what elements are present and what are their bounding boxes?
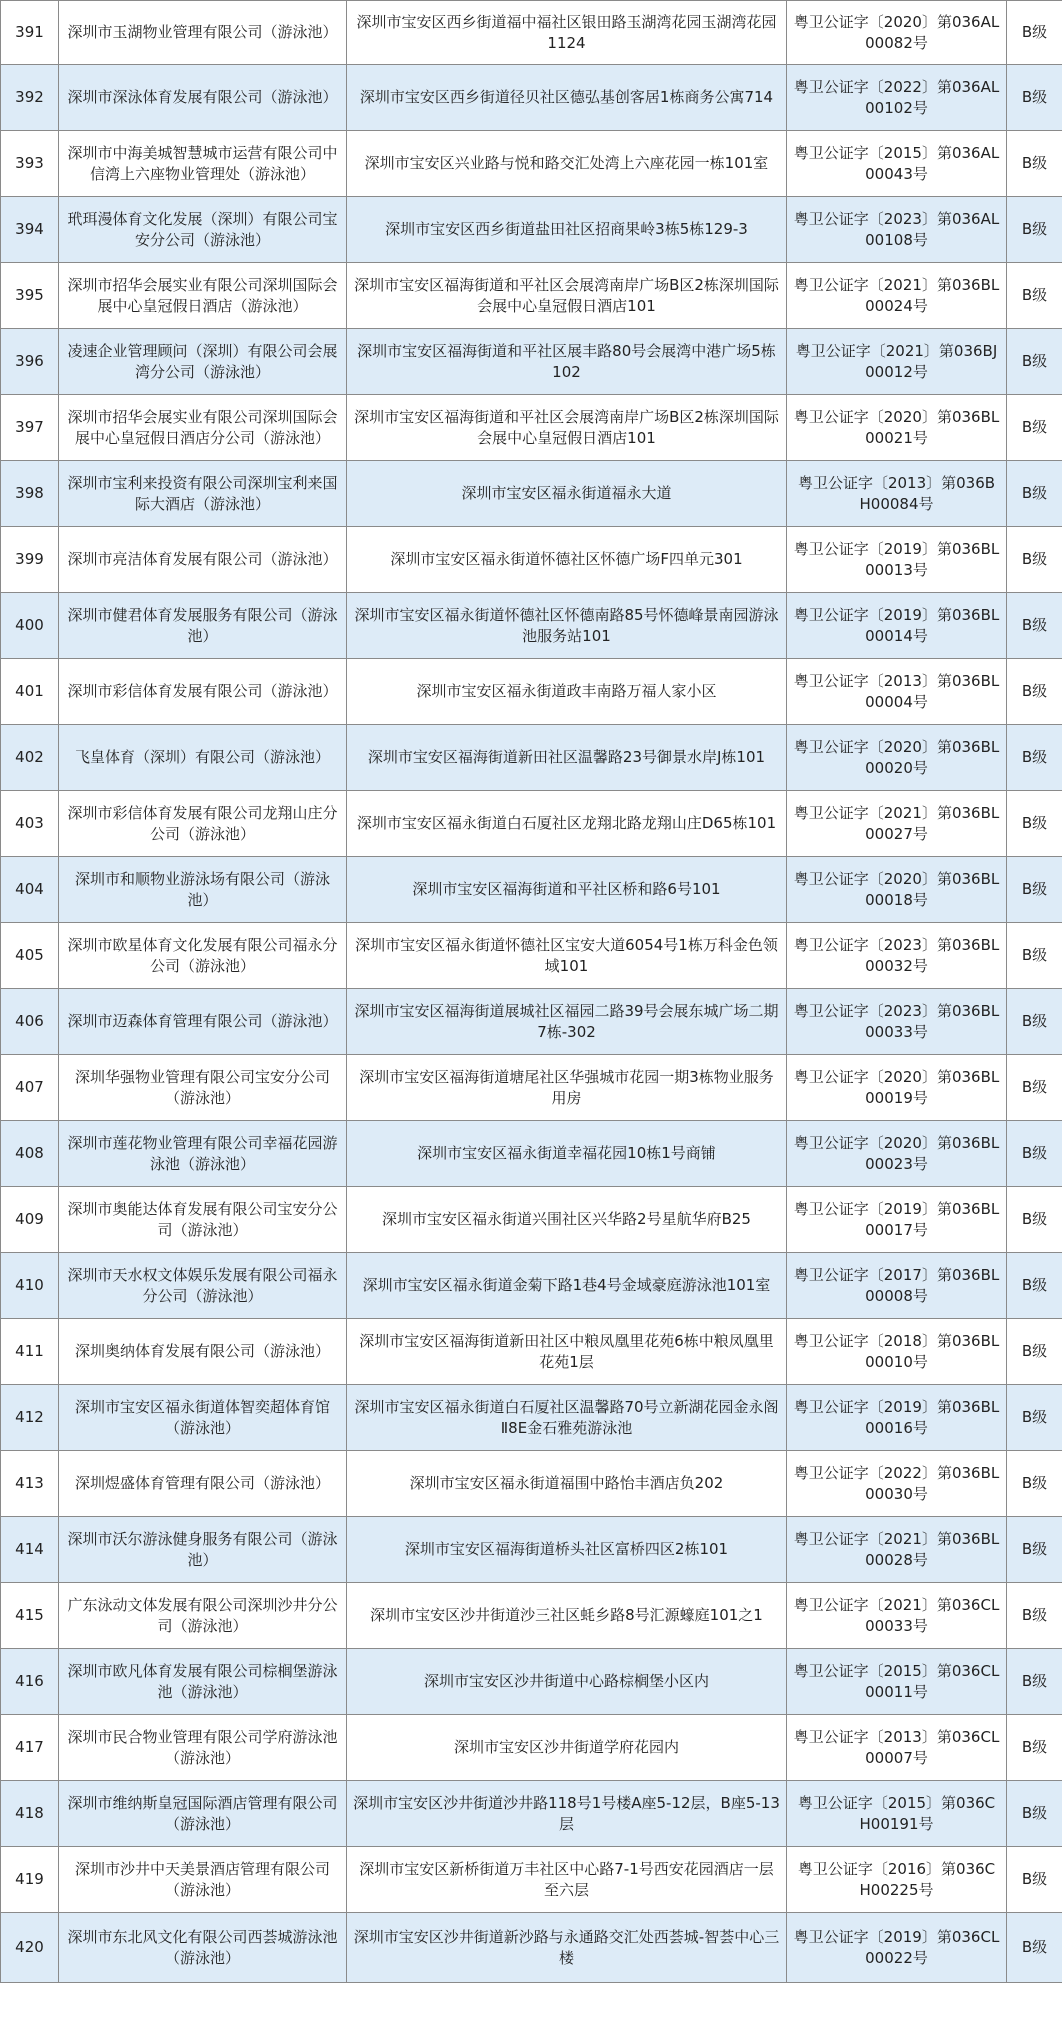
table-row bbox=[1, 725, 1062, 791]
row-number-cell: 394 bbox=[1, 197, 59, 263]
row-number-cell: 413 bbox=[1, 1451, 59, 1517]
license-number-cell: 粤卫公证字〔2013〕第036CL00007号 bbox=[787, 1715, 1007, 1781]
address-cell: 深圳市宝安区福永街道福永大道 bbox=[347, 461, 787, 527]
row-number-cell: 402 bbox=[1, 725, 59, 791]
facility-name-cell: 深圳市沃尔游泳健身服务有限公司（游泳池） bbox=[59, 1517, 347, 1583]
table-row bbox=[1, 1781, 1062, 1847]
facility-name-cell: 深圳市彩信体育发展有限公司（游泳池） bbox=[59, 659, 347, 725]
grade-cell: B级 bbox=[1007, 857, 1062, 923]
license-number-cell: 粤卫公证字〔2015〕第036CH00191号 bbox=[787, 1781, 1007, 1847]
grade-cell: B级 bbox=[1007, 395, 1062, 461]
row-number-cell: 397 bbox=[1, 395, 59, 461]
table-row bbox=[1, 923, 1062, 989]
row-number-cell: 409 bbox=[1, 1187, 59, 1253]
address-cell: 深圳市宝安区福海街道和平社区会展湾南岸广场B区2栋深圳国际会展中心皇冠假日酒店101 bbox=[347, 263, 787, 329]
address-cell: 深圳市宝安区沙井街道沙三社区蚝乡路8号汇源蠔庭101之1 bbox=[347, 1583, 787, 1649]
row-number-cell: 400 bbox=[1, 593, 59, 659]
row-number-cell: 416 bbox=[1, 1649, 59, 1715]
table-row bbox=[1, 1319, 1062, 1385]
license-number-cell: 粤卫公证字〔2021〕第036CL00033号 bbox=[787, 1583, 1007, 1649]
table-row bbox=[1, 527, 1062, 593]
address-cell: 深圳市宝安区福海街道桥头社区富桥四区2栋101 bbox=[347, 1517, 787, 1583]
address-cell: 深圳市宝安区福海街道和平社区桥和路6号101 bbox=[347, 857, 787, 923]
facility-name-cell: 深圳市莲花物业管理有限公司幸福花园游泳池（游泳池） bbox=[59, 1121, 347, 1187]
table-row bbox=[1, 659, 1062, 725]
address-cell: 深圳市宝安区沙井街道中心路棕榈堡小区内 bbox=[347, 1649, 787, 1715]
table-row bbox=[1, 1913, 1062, 1983]
license-number-cell: 粤卫公证字〔2020〕第036BL00020号 bbox=[787, 725, 1007, 791]
row-number-cell: 418 bbox=[1, 1781, 59, 1847]
address-cell: 深圳市宝安区福海街道展城社区福园二路39号会展东城广场二期7栋-302 bbox=[347, 989, 787, 1055]
row-number-cell: 396 bbox=[1, 329, 59, 395]
table-row bbox=[1, 1253, 1062, 1319]
row-number-cell: 417 bbox=[1, 1715, 59, 1781]
grade-cell: B级 bbox=[1007, 1055, 1062, 1121]
grade-cell: B级 bbox=[1007, 1847, 1062, 1913]
row-number-cell: 412 bbox=[1, 1385, 59, 1451]
license-number-cell: 粤卫公证字〔2021〕第036BL00027号 bbox=[787, 791, 1007, 857]
facility-name-cell: 深圳市天水权文体娱乐发展有限公司福永分公司（游泳池） bbox=[59, 1253, 347, 1319]
table-row bbox=[1, 329, 1062, 395]
facility-name-cell: 广东泳动文体发展有限公司深圳沙井分公司（游泳池） bbox=[59, 1583, 347, 1649]
license-number-cell: 粤卫公证字〔2013〕第036BL00004号 bbox=[787, 659, 1007, 725]
grade-cell: B级 bbox=[1007, 1715, 1062, 1781]
table-row bbox=[1, 1121, 1062, 1187]
row-number-cell: 395 bbox=[1, 263, 59, 329]
grade-cell: B级 bbox=[1007, 1517, 1062, 1583]
license-number-cell: 粤卫公证字〔2021〕第036BL00024号 bbox=[787, 263, 1007, 329]
facility-name-cell: 深圳市奥能达体育发展有限公司宝安分公司（游泳池） bbox=[59, 1187, 347, 1253]
table-row bbox=[1, 395, 1062, 461]
license-number-cell: 粤卫公证字〔2018〕第036BL00010号 bbox=[787, 1319, 1007, 1385]
grade-cell: B级 bbox=[1007, 197, 1062, 263]
grade-cell: B级 bbox=[1007, 1253, 1062, 1319]
address-cell: 深圳市宝安区福海街道新田社区温馨路23号御景水岸J栋101 bbox=[347, 725, 787, 791]
grade-cell: B级 bbox=[1007, 725, 1062, 791]
address-cell: 深圳市宝安区沙井街道新沙路与永通路交汇处西荟城-智荟中心三楼 bbox=[347, 1913, 787, 1983]
table-row bbox=[1, 461, 1062, 527]
license-number-cell: 粤卫公证字〔2020〕第036BL00019号 bbox=[787, 1055, 1007, 1121]
row-number-cell: 404 bbox=[1, 857, 59, 923]
license-number-cell: 粤卫公证字〔2021〕第036BJ00012号 bbox=[787, 329, 1007, 395]
grade-cell: B级 bbox=[1007, 461, 1062, 527]
table-row bbox=[1, 1451, 1062, 1517]
license-number-cell: 粤卫公证字〔2020〕第036AL00082号 bbox=[787, 1, 1007, 65]
grade-cell: B级 bbox=[1007, 1781, 1062, 1847]
table-row bbox=[1, 1385, 1062, 1451]
license-table-body bbox=[1, 1, 1062, 1983]
table-row bbox=[1, 791, 1062, 857]
facility-name-cell: 深圳市东北风文化有限公司西荟城游泳池（游泳池） bbox=[59, 1913, 347, 1983]
address-cell: 深圳市宝安区福海街道和平社区会展湾南岸广场B区2栋深圳国际会展中心皇冠假日酒店101 bbox=[347, 395, 787, 461]
license-number-cell: 粤卫公证字〔2016〕第036CH00225号 bbox=[787, 1847, 1007, 1913]
facility-name-cell: 深圳市深泳体育发展有限公司（游泳池） bbox=[59, 65, 347, 131]
address-cell: 深圳市宝安区沙井街道沙井路118号1号楼A座5-12层，B座5-13层 bbox=[347, 1781, 787, 1847]
facility-name-cell: 深圳市招华会展实业有限公司深圳国际会展中心皇冠假日酒店分公司（游泳池） bbox=[59, 395, 347, 461]
table-row bbox=[1, 989, 1062, 1055]
grade-cell: B级 bbox=[1007, 659, 1062, 725]
table-row bbox=[1, 1649, 1062, 1715]
facility-name-cell: 深圳煜盛体育管理有限公司（游泳池） bbox=[59, 1451, 347, 1517]
grade-cell: B级 bbox=[1007, 791, 1062, 857]
license-number-cell: 粤卫公证字〔2023〕第036BL00033号 bbox=[787, 989, 1007, 1055]
row-number-cell: 414 bbox=[1, 1517, 59, 1583]
grade-cell: B级 bbox=[1007, 1649, 1062, 1715]
license-number-cell: 粤卫公证字〔2023〕第036AL00108号 bbox=[787, 197, 1007, 263]
license-number-cell: 粤卫公证字〔2021〕第036BL00028号 bbox=[787, 1517, 1007, 1583]
table-row bbox=[1, 857, 1062, 923]
facility-name-cell: 飞皇体育（深圳）有限公司（游泳池） bbox=[59, 725, 347, 791]
table-row bbox=[1, 1847, 1062, 1913]
grade-cell: B级 bbox=[1007, 65, 1062, 131]
address-cell: 深圳市宝安区福永街道福围中路怡丰酒店负202 bbox=[347, 1451, 787, 1517]
row-number-cell: 398 bbox=[1, 461, 59, 527]
grade-cell: B级 bbox=[1007, 1913, 1062, 1983]
license-number-cell: 粤卫公证字〔2020〕第036BL00023号 bbox=[787, 1121, 1007, 1187]
address-cell: 深圳市宝安区福海街道塘尾社区华强城市花园一期3栋物业服务用房 bbox=[347, 1055, 787, 1121]
license-number-cell: 粤卫公证字〔2020〕第036BL00018号 bbox=[787, 857, 1007, 923]
license-number-cell: 粤卫公证字〔2019〕第036CL00022号 bbox=[787, 1913, 1007, 1983]
facility-name-cell: 深圳市亮洁体育发展有限公司（游泳池） bbox=[59, 527, 347, 593]
table-row bbox=[1, 1, 1062, 65]
row-number-cell: 407 bbox=[1, 1055, 59, 1121]
address-cell: 深圳市宝安区西乡街道福中福社区银田路玉湖湾花园玉湖湾花园1124 bbox=[347, 1, 787, 65]
address-cell: 深圳市宝安区福永街道白石厦社区温馨路70号立新湖花园金永阁Ⅱ8E金石雅苑游泳池 bbox=[347, 1385, 787, 1451]
row-number-cell: 392 bbox=[1, 65, 59, 131]
address-cell: 深圳市宝安区福永街道政丰南路万福人家小区 bbox=[347, 659, 787, 725]
grade-cell: B级 bbox=[1007, 1121, 1062, 1187]
address-cell: 深圳市宝安区沙井街道学府花园内 bbox=[347, 1715, 787, 1781]
row-number-cell: 393 bbox=[1, 131, 59, 197]
row-number-cell: 410 bbox=[1, 1253, 59, 1319]
license-number-cell: 粤卫公证字〔2017〕第036BL00008号 bbox=[787, 1253, 1007, 1319]
grade-cell: B级 bbox=[1007, 989, 1062, 1055]
address-cell: 深圳市宝安区西乡街道径贝社区德弘基创客居1栋商务公寓714 bbox=[347, 65, 787, 131]
table-row bbox=[1, 1715, 1062, 1781]
facility-name-cell: 深圳市玉湖物业管理有限公司（游泳池） bbox=[59, 1, 347, 65]
grade-cell: B级 bbox=[1007, 263, 1062, 329]
row-number-cell: 415 bbox=[1, 1583, 59, 1649]
address-cell: 深圳市宝安区西乡街道盐田社区招商果岭3栋5栋129-3 bbox=[347, 197, 787, 263]
facility-name-cell: 深圳市欧凡体育发展有限公司棕榈堡游泳池（游泳池） bbox=[59, 1649, 347, 1715]
address-cell: 深圳市宝安区福永街道兴围社区兴华路2号星航华府B25 bbox=[347, 1187, 787, 1253]
grade-cell: B级 bbox=[1007, 329, 1062, 395]
row-number-cell: 405 bbox=[1, 923, 59, 989]
row-number-cell: 420 bbox=[1, 1913, 59, 1983]
row-number-cell: 401 bbox=[1, 659, 59, 725]
row-number-cell: 408 bbox=[1, 1121, 59, 1187]
facility-name-cell: 深圳市民合物业管理有限公司学府游泳池（游泳池） bbox=[59, 1715, 347, 1781]
license-number-cell: 粤卫公证字〔2013〕第036BH00084号 bbox=[787, 461, 1007, 527]
license-number-cell: 粤卫公证字〔2020〕第036BL00021号 bbox=[787, 395, 1007, 461]
grade-cell: B级 bbox=[1007, 923, 1062, 989]
table-row bbox=[1, 1187, 1062, 1253]
facility-name-cell: 深圳市彩信体育发展有限公司龙翔山庄分公司（游泳池） bbox=[59, 791, 347, 857]
facility-name-cell: 深圳市维纳斯皇冠国际酒店管理有限公司（游泳池） bbox=[59, 1781, 347, 1847]
address-cell: 深圳市宝安区福永街道怀德社区怀德广场F四单元301 bbox=[347, 527, 787, 593]
facility-name-cell: 深圳市健君体育发展服务有限公司（游泳池） bbox=[59, 593, 347, 659]
table-row bbox=[1, 197, 1062, 263]
address-cell: 深圳市宝安区福海街道和平社区展丰路80号会展湾中港广场5栋102 bbox=[347, 329, 787, 395]
row-number-cell: 411 bbox=[1, 1319, 59, 1385]
facility-name-cell: 深圳奥纳体育发展有限公司（游泳池） bbox=[59, 1319, 347, 1385]
row-number-cell: 419 bbox=[1, 1847, 59, 1913]
license-number-cell: 粤卫公证字〔2019〕第036BL00014号 bbox=[787, 593, 1007, 659]
address-cell: 深圳市宝安区福永街道怀德社区怀德南路85号怀德峰景南园游泳池服务站101 bbox=[347, 593, 787, 659]
facility-name-cell: 深圳市宝安区福永街道体智奕超体育馆（游泳池） bbox=[59, 1385, 347, 1451]
grade-cell: B级 bbox=[1007, 1385, 1062, 1451]
table-row bbox=[1, 263, 1062, 329]
grade-cell: B级 bbox=[1007, 593, 1062, 659]
grade-cell: B级 bbox=[1007, 1187, 1062, 1253]
table-row bbox=[1, 131, 1062, 197]
facility-name-cell: 深圳市宝利来投资有限公司深圳宝利来国际大酒店（游泳池） bbox=[59, 461, 347, 527]
facility-name-cell: 深圳市招华会展实业有限公司深圳国际会展中心皇冠假日酒店（游泳池） bbox=[59, 263, 347, 329]
license-number-cell: 粤卫公证字〔2019〕第036BL00017号 bbox=[787, 1187, 1007, 1253]
address-cell: 深圳市宝安区新桥街道万丰社区中心路7-1号西安花园酒店一层至六层 bbox=[347, 1847, 787, 1913]
table-row bbox=[1, 65, 1062, 131]
facility-name-cell: 深圳市欧星体育文化发展有限公司福永分公司（游泳池） bbox=[59, 923, 347, 989]
grade-cell: B级 bbox=[1007, 1583, 1062, 1649]
license-number-cell: 粤卫公证字〔2015〕第036CL00011号 bbox=[787, 1649, 1007, 1715]
table-row bbox=[1, 1583, 1062, 1649]
facility-name-cell: 玳珥漫体育文化发展（深圳）有限公司宝安分公司（游泳池） bbox=[59, 197, 347, 263]
address-cell: 深圳市宝安区福永街道白石厦社区龙翔北路龙翔山庄D65栋101 bbox=[347, 791, 787, 857]
grade-cell: B级 bbox=[1007, 1319, 1062, 1385]
table-row bbox=[1, 1517, 1062, 1583]
table-row bbox=[1, 1055, 1062, 1121]
license-number-cell: 粤卫公证字〔2015〕第036AL00043号 bbox=[787, 131, 1007, 197]
row-number-cell: 399 bbox=[1, 527, 59, 593]
facility-name-cell: 深圳市沙井中天美景酒店管理有限公司（游泳池） bbox=[59, 1847, 347, 1913]
address-cell: 深圳市宝安区兴业路与悦和路交汇处湾上六座花园一栋101室 bbox=[347, 131, 787, 197]
license-number-cell: 粤卫公证字〔2019〕第036BL00013号 bbox=[787, 527, 1007, 593]
grade-cell: B级 bbox=[1007, 1451, 1062, 1517]
grade-cell: B级 bbox=[1007, 131, 1062, 197]
address-cell: 深圳市宝安区福永街道金菊下路1巷4号金域豪庭游泳池101室 bbox=[347, 1253, 787, 1319]
row-number-cell: 406 bbox=[1, 989, 59, 1055]
row-number-cell: 403 bbox=[1, 791, 59, 857]
license-number-cell: 粤卫公证字〔2019〕第036BL00016号 bbox=[787, 1385, 1007, 1451]
grade-cell: B级 bbox=[1007, 1, 1062, 65]
address-cell: 深圳市宝安区福永街道幸福花园10栋1号商铺 bbox=[347, 1121, 787, 1187]
address-cell: 深圳市宝安区福永街道怀德社区宝安大道6054号1栋万科金色领域101 bbox=[347, 923, 787, 989]
facility-name-cell: 深圳市和顺物业游泳场有限公司（游泳池） bbox=[59, 857, 347, 923]
license-number-cell: 粤卫公证字〔2022〕第036AL00102号 bbox=[787, 65, 1007, 131]
facility-name-cell: 凌速企业管理顾问（深圳）有限公司会展湾分公司（游泳池） bbox=[59, 329, 347, 395]
address-cell: 深圳市宝安区福海街道新田社区中粮凤凰里花苑6栋中粮凤凰里花苑1层 bbox=[347, 1319, 787, 1385]
facility-name-cell: 深圳华强物业管理有限公司宝安分公司（游泳池） bbox=[59, 1055, 347, 1121]
facility-name-cell: 深圳市迈森体育管理有限公司（游泳池） bbox=[59, 989, 347, 1055]
facility-name-cell: 深圳市中海美城智慧城市运营有限公司中信湾上六座物业管理处（游泳池） bbox=[59, 131, 347, 197]
grade-cell: B级 bbox=[1007, 527, 1062, 593]
row-number-cell: 391 bbox=[1, 1, 59, 65]
license-number-cell: 粤卫公证字〔2022〕第036BL00030号 bbox=[787, 1451, 1007, 1517]
license-number-cell: 粤卫公证字〔2023〕第036BL00032号 bbox=[787, 923, 1007, 989]
table-row bbox=[1, 593, 1062, 659]
